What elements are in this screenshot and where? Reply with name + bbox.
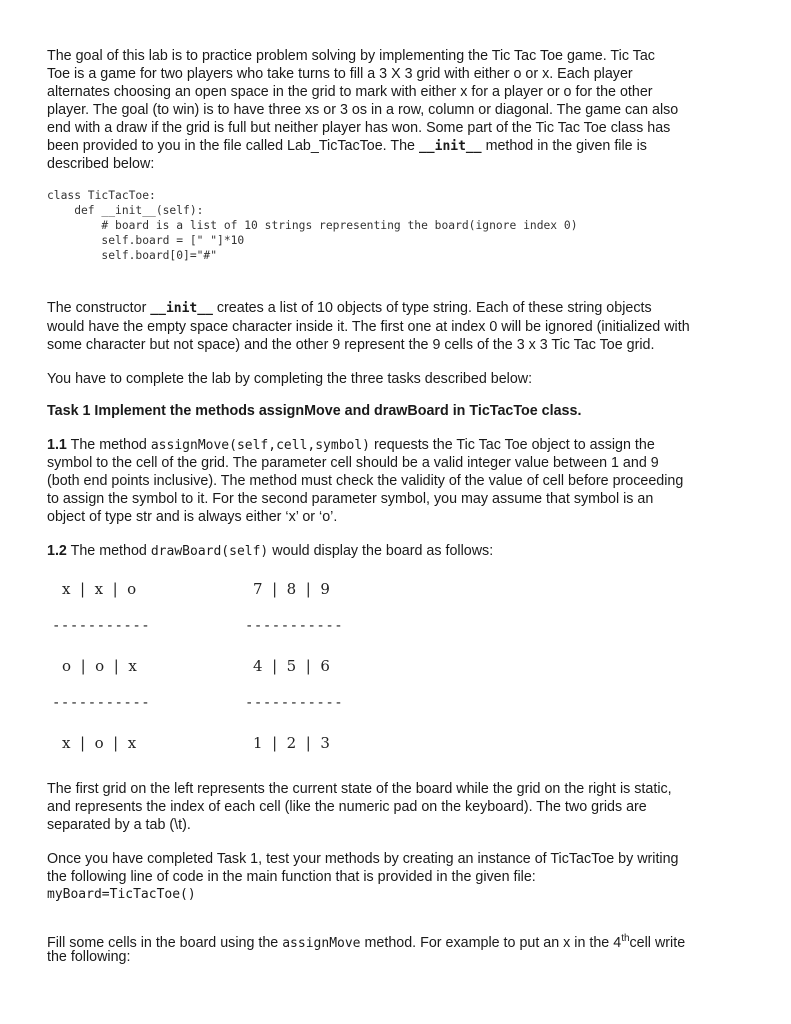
left-grid-separator-1: ----------- — [52, 618, 151, 634]
intro-line-1: The goal of this lab is to practice problem solving by implementing the Tic Tac Toe game. Tic Tac — [47, 48, 655, 64]
left-grid-row-2: o | o | x — [62, 657, 137, 675]
task1-heading: Task 1 Implement the methods assignMove and drawBoard in TicTacToe class. — [47, 403, 582, 419]
right-grid-row-2: 4 | 5 | 6 — [253, 657, 330, 675]
task1-1-line-4: to assign the symbol to it. For the second parameter symbol, you may assume that symbol is an — [47, 491, 654, 507]
fill-desc-line-1b: method. For example to put an x in the 4 — [360, 934, 622, 951]
fill-desc-line-1c: cell write — [629, 934, 686, 951]
intro-line-4: player. The goal (to win) is to have three xs or 3 os in a row, column or diagonal. The game can also — [47, 102, 679, 118]
constructor-line-2: would have the empty space character inside it. The first one at index 0 will be ignored (initialized with — [47, 319, 690, 335]
grid-desc-line-1: The first grid on the left represents the current state of the board while the grid on the right is static, — [47, 781, 672, 797]
constructor-line-1 — [47, 299, 752, 318]
left-grid-separator-2: ----------- — [52, 695, 151, 711]
left-grid-row-3: x | o | x — [62, 734, 137, 752]
fill-desc-line-1a: Fill some cells in the board using the — [47, 934, 283, 951]
draw-board-signature: drawBoard(self) — [150, 544, 269, 559]
tasks-intro: You have to complete the lab by completing the three tasks described below: — [47, 371, 533, 387]
assign-move-ref: assignMove — [282, 935, 361, 951]
constructor-line-3: some character but not space) and the other 9 represent the 9 cells of the 3 x 3 Tic Tac Toe grid. — [47, 337, 655, 353]
task1-2-line-1b: would display the board as follows: — [268, 543, 494, 559]
right-grid-row-1: 7 | 8 | 9 — [253, 580, 330, 598]
constructor-line-1a: The constructor — [47, 300, 151, 316]
task1-1-number: 1.1 — [47, 437, 67, 453]
code-line-3: # board is a list of 10 strings representing the board(ignore index 0) — [47, 219, 578, 232]
task1-2-line-1a: The method — [66, 543, 151, 559]
ordinal-superscript: th — [621, 933, 630, 944]
constructor-line-1b: creates a list of 10 objects of type string. Each of these string objects — [212, 300, 652, 316]
right-grid-separator-2: ----------- — [245, 695, 344, 711]
intro-line-6 — [47, 137, 752, 156]
fill-desc-line-2: the following: — [47, 949, 131, 965]
task1-1-line-2: symbol to the cell of the grid. The parameter cell should be a valid integer value between 1 and 9 — [47, 455, 659, 471]
task1-1-line-3: (both end points inclusive). The method must check the validity of the value of cell before proceeding — [47, 473, 684, 489]
task1-1-line-1a: The method — [66, 437, 151, 453]
right-grid-row-3: 1 | 2 | 3 — [253, 734, 330, 752]
intro-line-6b: method in the given file is — [481, 138, 647, 154]
test-desc-code: myBoard=TicTacToe() — [47, 887, 196, 902]
task1-2-line-1 — [47, 542, 752, 561]
task1-1-line-1b: requests the Tic Tac Toe object to assign the — [370, 437, 655, 453]
task1-1-line-1 — [47, 436, 752, 455]
left-grid-row-1: x | x | o — [62, 580, 137, 598]
task1-2-number: 1.2 — [47, 543, 67, 559]
grid-desc-line-2: and represents the index of each cell (like the numeric pad on the keyboard). The two grids are — [47, 799, 647, 815]
code-line-2: def __init__(self): — [47, 204, 204, 217]
grid-desc-line-3: separated by a tab (\t). — [47, 817, 191, 833]
constructor-init-ref: __init__ — [150, 301, 213, 316]
intro-line-7: described below: — [47, 156, 155, 172]
right-grid-separator-1: ----------- — [245, 618, 344, 634]
intro-line-5: end with a draw if the grid is full but neither player has won. Some part of the Tic Tac Toe class has — [47, 120, 671, 136]
task1-1-line-5: object of type str and is always either ‘x’ or ‘o’. — [47, 509, 338, 525]
code-line-4: self.board = [" "]*10 — [47, 234, 245, 247]
code-line-5: self.board[0]="#" — [47, 249, 218, 262]
code-line-1: class TicTacToe: — [47, 189, 156, 202]
assign-move-signature: assignMove(self,cell,symbol) — [150, 438, 371, 453]
intro-line-3: alternates choosing an open space in the grid to mark with either x for a player or o for the other — [47, 84, 653, 100]
intro-line-2: Toe is a game for two players who take turns to fill a 3 X 3 grid with either o or x. Each player — [47, 66, 633, 82]
test-desc-line-1: Once you have completed Task 1, test your methods by creating an instance of TicTacToe by writing — [47, 851, 679, 867]
intro-line-6a: been provided to you in the file called Lab_TicTacToe. The — [47, 138, 419, 154]
test-desc-line-2: the following line of code in the main function that is provided in the given file: — [47, 869, 536, 885]
init-code-ref: __init__ — [418, 139, 482, 154]
